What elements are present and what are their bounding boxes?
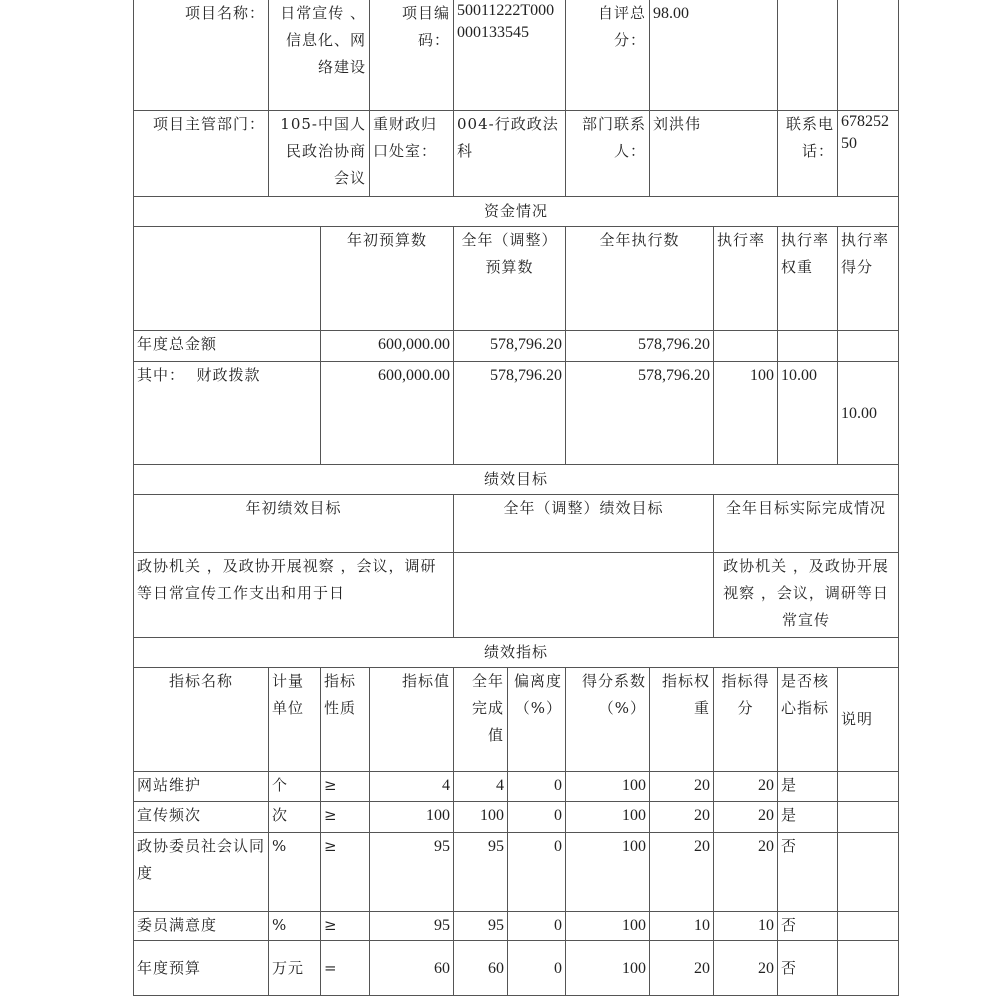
indicator-cell: 否 [778, 941, 838, 996]
indicator-cell: 20 [714, 941, 778, 996]
indicator-cell: 10 [650, 912, 714, 941]
phone: 67825250 [838, 111, 899, 197]
indicator-cell: = [321, 941, 370, 996]
indicator-cell: 100 [566, 772, 650, 802]
self-score-label: 自评总分： [566, 0, 650, 111]
funds-header: 执行率权重 [778, 227, 838, 331]
project-name: 日常宣传 、信息化、网络建设 [269, 0, 370, 111]
indicator-cell: ≥ [321, 802, 370, 833]
funds-section-title: 资金情况 [134, 197, 899, 227]
indicator-cell: 年度预算 [134, 941, 269, 996]
funds-rate: 100 [714, 362, 778, 465]
indicator-cell: 政协委员社会认同度 [134, 833, 269, 912]
empty-cell [134, 227, 321, 331]
indicator-cell: 60 [454, 941, 508, 996]
funds-label: 其中： 财政拨款 [134, 362, 321, 465]
indicator-cell: 否 [778, 833, 838, 912]
funds-row [134, 362, 899, 465]
indicator-cell: 100 [566, 941, 650, 996]
funds-header: 执行率 [714, 227, 778, 331]
indicator-cell [838, 833, 899, 912]
indicator-cell [838, 941, 899, 996]
indicator-header: 指标得分 [714, 668, 778, 772]
indicator-cell: 95 [454, 833, 508, 912]
indicator-cell [838, 772, 899, 802]
indicator-cell: 100 [454, 802, 508, 833]
indicator-cell: 0 [508, 941, 566, 996]
indicator-cell: 100 [566, 802, 650, 833]
indicator-header: 全年完成值 [454, 668, 508, 772]
indicator-cell [838, 912, 899, 941]
goals-section-title: 绩效目标 [134, 465, 899, 495]
funds-adjusted: 578,796.20 [454, 331, 566, 362]
indicator-cell: 4 [370, 772, 454, 802]
funds-header: 全年执行数 [566, 227, 714, 331]
indicator-cell: 0 [508, 912, 566, 941]
indicator-cell: 95 [370, 912, 454, 941]
indicator-header: 指标名称 [134, 668, 269, 772]
indicator-cell: 0 [508, 772, 566, 802]
indicator-header: 计量单位 [269, 668, 321, 772]
indicator-header: 是否核心指标 [778, 668, 838, 772]
funds-row [134, 331, 899, 362]
goals-header: 全年（调整）绩效目标 [454, 495, 714, 553]
indicator-cell [838, 802, 899, 833]
indicator-cell: ≥ [321, 833, 370, 912]
funds-executed: 578,796.20 [566, 362, 714, 465]
indicator-cell: 20 [650, 833, 714, 912]
indicator-cell: 10 [714, 912, 778, 941]
project-info-row [134, 0, 899, 111]
funds-initial: 600,000.00 [321, 362, 454, 465]
empty-cell [838, 0, 899, 111]
indicator-cell: 宣传频次 [134, 802, 269, 833]
goal-initial: 政协机关 ，及政协开展视察 ，会议，调研等日常宣传工作支出和用于日 [134, 553, 454, 638]
indicator-cell: 20 [714, 802, 778, 833]
indicator-cell: 网站维护 [134, 772, 269, 802]
goals-header-row [134, 495, 899, 553]
empty-cell [778, 0, 838, 111]
project-code-label: 项目编码： [370, 0, 454, 111]
indicator-header: 说明 [838, 668, 899, 772]
indicator-cell: 100 [566, 833, 650, 912]
funds-header: 全年（调整）预算数 [454, 227, 566, 331]
indicator-cell: 否 [778, 912, 838, 941]
indicator-cell: 个 [269, 772, 321, 802]
indicator-cell: 60 [370, 941, 454, 996]
dept-label: 项目主管部门： [134, 111, 269, 197]
goals-content-row [134, 553, 899, 638]
performance-evaluation-table [133, 0, 899, 996]
finance: 004-行政政法科 [454, 111, 566, 197]
indicator-row [134, 802, 899, 833]
project-name-label: 项目名称： [134, 0, 269, 111]
indicator-cell: 0 [508, 833, 566, 912]
funds-label: 年度总金额 [134, 331, 321, 362]
indicator-cell: ≥ [321, 772, 370, 802]
indicator-cell: 20 [714, 772, 778, 802]
indicator-cell: 委员满意度 [134, 912, 269, 941]
finance-label: 重财政归口处室： [370, 111, 454, 197]
project-code: 50011222T000000133545 [454, 0, 566, 111]
funds-initial: 600,000.00 [321, 331, 454, 362]
indicator-header: 指标值 [370, 668, 454, 772]
indicator-cell: 20 [650, 772, 714, 802]
self-score: 98.00 [650, 0, 778, 111]
indicator-cell: ≥ [321, 912, 370, 941]
indicator-cell: 万元 [269, 941, 321, 996]
indicator-cell: 100 [566, 912, 650, 941]
indicator-cell: 是 [778, 772, 838, 802]
goal-adjusted [454, 553, 714, 638]
indicator-row [134, 833, 899, 912]
funds-header: 执行率得分 [838, 227, 899, 331]
funds-header: 年初预算数 [321, 227, 454, 331]
indicators-header-row [134, 668, 899, 772]
goals-header: 年初绩效目标 [134, 495, 454, 553]
indicator-row [134, 941, 899, 996]
dept: 105-中国人民政治协商会议 [269, 111, 370, 197]
indicator-cell: 95 [454, 912, 508, 941]
indicator-cell: 0 [508, 802, 566, 833]
funds-weight: 10.00 [778, 362, 838, 465]
indicators-section-title: 绩效指标 [134, 638, 899, 668]
indicator-cell: 20 [714, 833, 778, 912]
phone-label: 联系电话： [778, 111, 838, 197]
goals-header: 全年目标实际完成情况 [714, 495, 899, 553]
goal-actual: 政协机关 ，及政协开展视察 ，会议，调研等日常宣传 [714, 553, 899, 638]
indicator-row [134, 912, 899, 941]
dept-info-row [134, 111, 899, 197]
indicator-header: 指标权重 [650, 668, 714, 772]
indicator-cell: 100 [370, 802, 454, 833]
indicator-cell: 20 [650, 941, 714, 996]
funds-weight [778, 331, 838, 362]
indicator-cell: 95 [370, 833, 454, 912]
funds-score: 10.00 [838, 362, 899, 465]
funds-rate [714, 331, 778, 362]
contact-label: 部门联系人： [566, 111, 650, 197]
indicator-header: 偏离度（%） [508, 668, 566, 772]
indicator-header: 得分系数（%） [566, 668, 650, 772]
indicator-cell: % [269, 912, 321, 941]
indicator-header: 指标性质 [321, 668, 370, 772]
funds-adjusted: 578,796.20 [454, 362, 566, 465]
contact: 刘洪伟 [650, 111, 778, 197]
indicator-cell: 4 [454, 772, 508, 802]
indicator-row [134, 772, 899, 802]
indicator-cell: 是 [778, 802, 838, 833]
funds-executed: 578,796.20 [566, 331, 714, 362]
funds-header-row [134, 227, 899, 331]
indicator-cell: 次 [269, 802, 321, 833]
indicator-cell: % [269, 833, 321, 912]
funds-score [838, 331, 899, 362]
indicator-cell: 20 [650, 802, 714, 833]
